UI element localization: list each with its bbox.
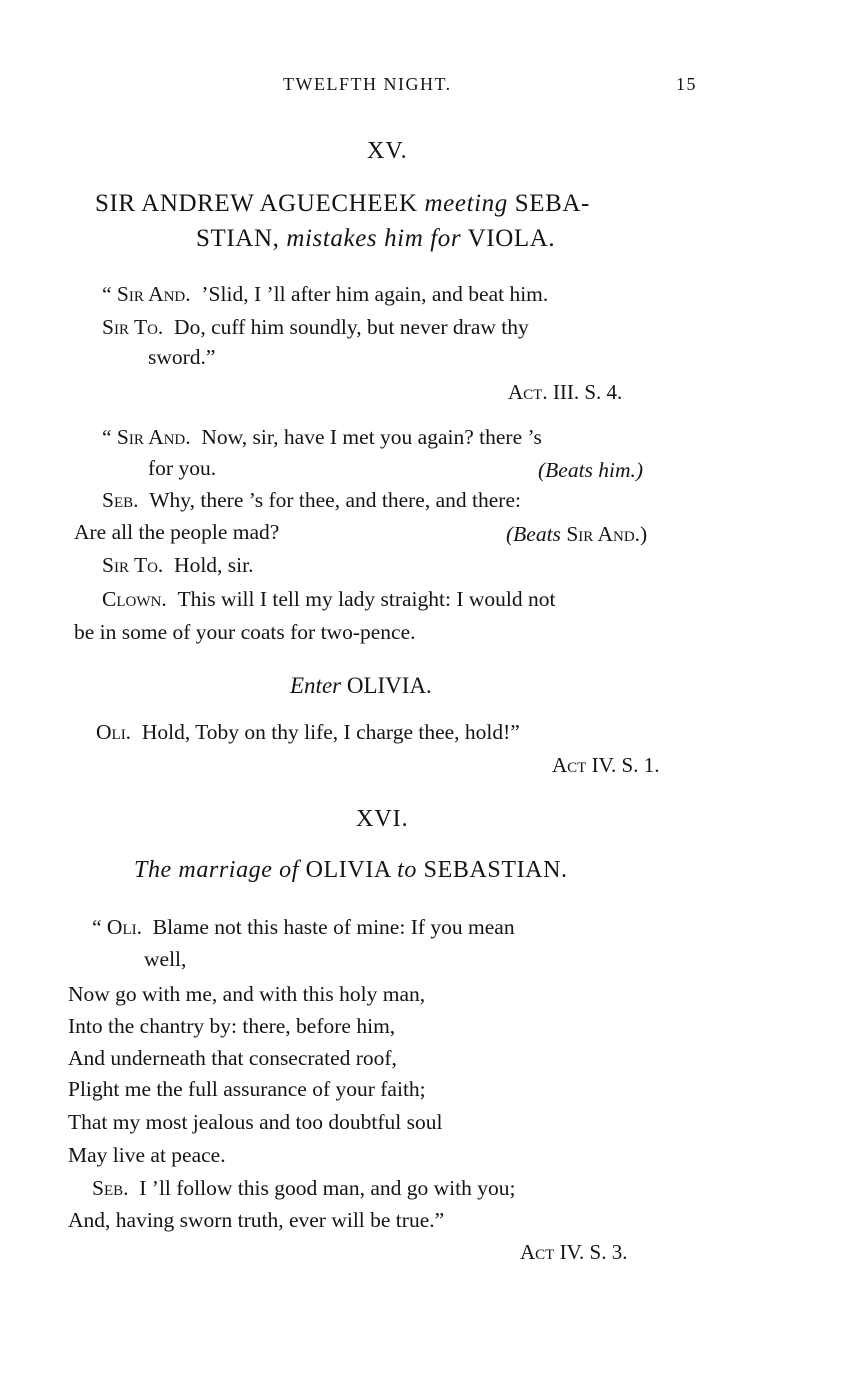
verse-text: Hold, sir.: [174, 553, 254, 577]
section-numeral-xvi: XVI.: [356, 806, 409, 832]
verse-line: And, having sworn truth, ever will be true.”: [68, 1208, 445, 1232]
verse-line: And underneath that consecrated roof,: [68, 1046, 397, 1070]
verse-line: well,: [144, 947, 187, 971]
speaker-name: Seb.: [92, 1176, 129, 1200]
act-reference: Act IV. S. 1.: [552, 753, 660, 777]
speaker-name: Clown.: [102, 587, 167, 611]
verse-line: [102, 553, 254, 578]
speaker-name: Seb.: [102, 488, 139, 512]
enter-word: Enter: [290, 673, 342, 698]
verse-line: [102, 488, 521, 513]
verse-text: Hold, Toby on thy life, I charge thee, hold!”: [141, 720, 520, 744]
verse-line: [102, 315, 529, 340]
stage-beats: (Beats: [506, 522, 561, 546]
verse-text: I ’ll follow this good man, and go with you;: [139, 1176, 516, 1200]
speaker-name: “ Oli.: [92, 915, 142, 939]
verse-line: [102, 282, 548, 307]
verse-line: May live at peace.: [68, 1143, 226, 1167]
verse-line: be in some of your coats for two-pence.: [74, 620, 416, 644]
verse-line: Are all the people mad?: [74, 520, 280, 544]
verse-line: Plight me the full assurance of your faith;: [68, 1077, 426, 1101]
title-name-andrew: SIR ANDREW AGUECHEEK: [95, 190, 418, 217]
verse-text: This will I tell my lady straight: I would not: [177, 587, 556, 611]
verse-line: [102, 587, 555, 612]
section-title-xv-line2: [196, 225, 555, 253]
title-mistakes: mistakes him for: [286, 225, 462, 252]
act-reference: Act IV. S. 3.: [520, 1240, 628, 1264]
title-seba: SEBA-: [514, 190, 590, 217]
section-title-xv-line1: [95, 190, 590, 218]
verse-line: That my most jealous and too doubtful soul: [68, 1110, 443, 1134]
verse-line: sword.”: [148, 345, 216, 369]
stage-direction: (Beats him.): [538, 458, 644, 482]
speaker-name: Sir To.: [102, 553, 164, 577]
verse-line: for you.: [148, 456, 217, 480]
title-sebastian: SEBASTIAN.: [423, 857, 568, 883]
speaker-name: Oli.: [96, 720, 132, 744]
verse-line: [102, 425, 542, 450]
section-numeral-xv: XV.: [367, 138, 408, 164]
verse-text: Blame not this haste of mine: If you mean: [152, 915, 515, 939]
speaker-name: Sir To.: [102, 315, 164, 339]
title-marriage: The marriage of: [134, 857, 299, 883]
running-title: TWELFTH NIGHT.: [283, 74, 452, 94]
title-stian: STIAN,: [196, 225, 280, 252]
verse-text: Do, cuff him soundly, but never draw thy: [174, 315, 529, 339]
title-meeting: meeting: [424, 190, 508, 217]
verse-line: [92, 915, 515, 940]
page-number: 15: [676, 74, 697, 94]
verse-text: Why, there ’s for thee, and there, and there:: [149, 488, 521, 512]
stage-direction: [506, 522, 647, 547]
verse-line: [96, 720, 520, 745]
verse-text: Now, sir, have I met you again? there ’s: [201, 425, 542, 449]
verse-line: Now go with me, and with this holy man,: [68, 982, 426, 1006]
stage-close: ): [640, 522, 648, 546]
stage-entrance: [290, 673, 432, 699]
section-title-xvi: [134, 857, 568, 884]
act-reference: Act. III. S. 4.: [508, 380, 623, 404]
stage-target: Sir And.: [566, 522, 641, 546]
enter-name: OLIVIA.: [346, 673, 432, 698]
verse-line: Into the chantry by: there, before him,: [68, 1014, 396, 1038]
title-olivia: OLIVIA: [305, 857, 391, 883]
verse-line: [92, 1176, 515, 1201]
speaker-name: “ Sir And.: [102, 425, 191, 449]
title-to: to: [397, 857, 418, 883]
verse-text: ’Slid, I ’ll after him again, and beat him.: [201, 282, 549, 306]
speaker-name: “ Sir And.: [102, 282, 191, 306]
title-viola: VIOLA.: [467, 225, 556, 252]
